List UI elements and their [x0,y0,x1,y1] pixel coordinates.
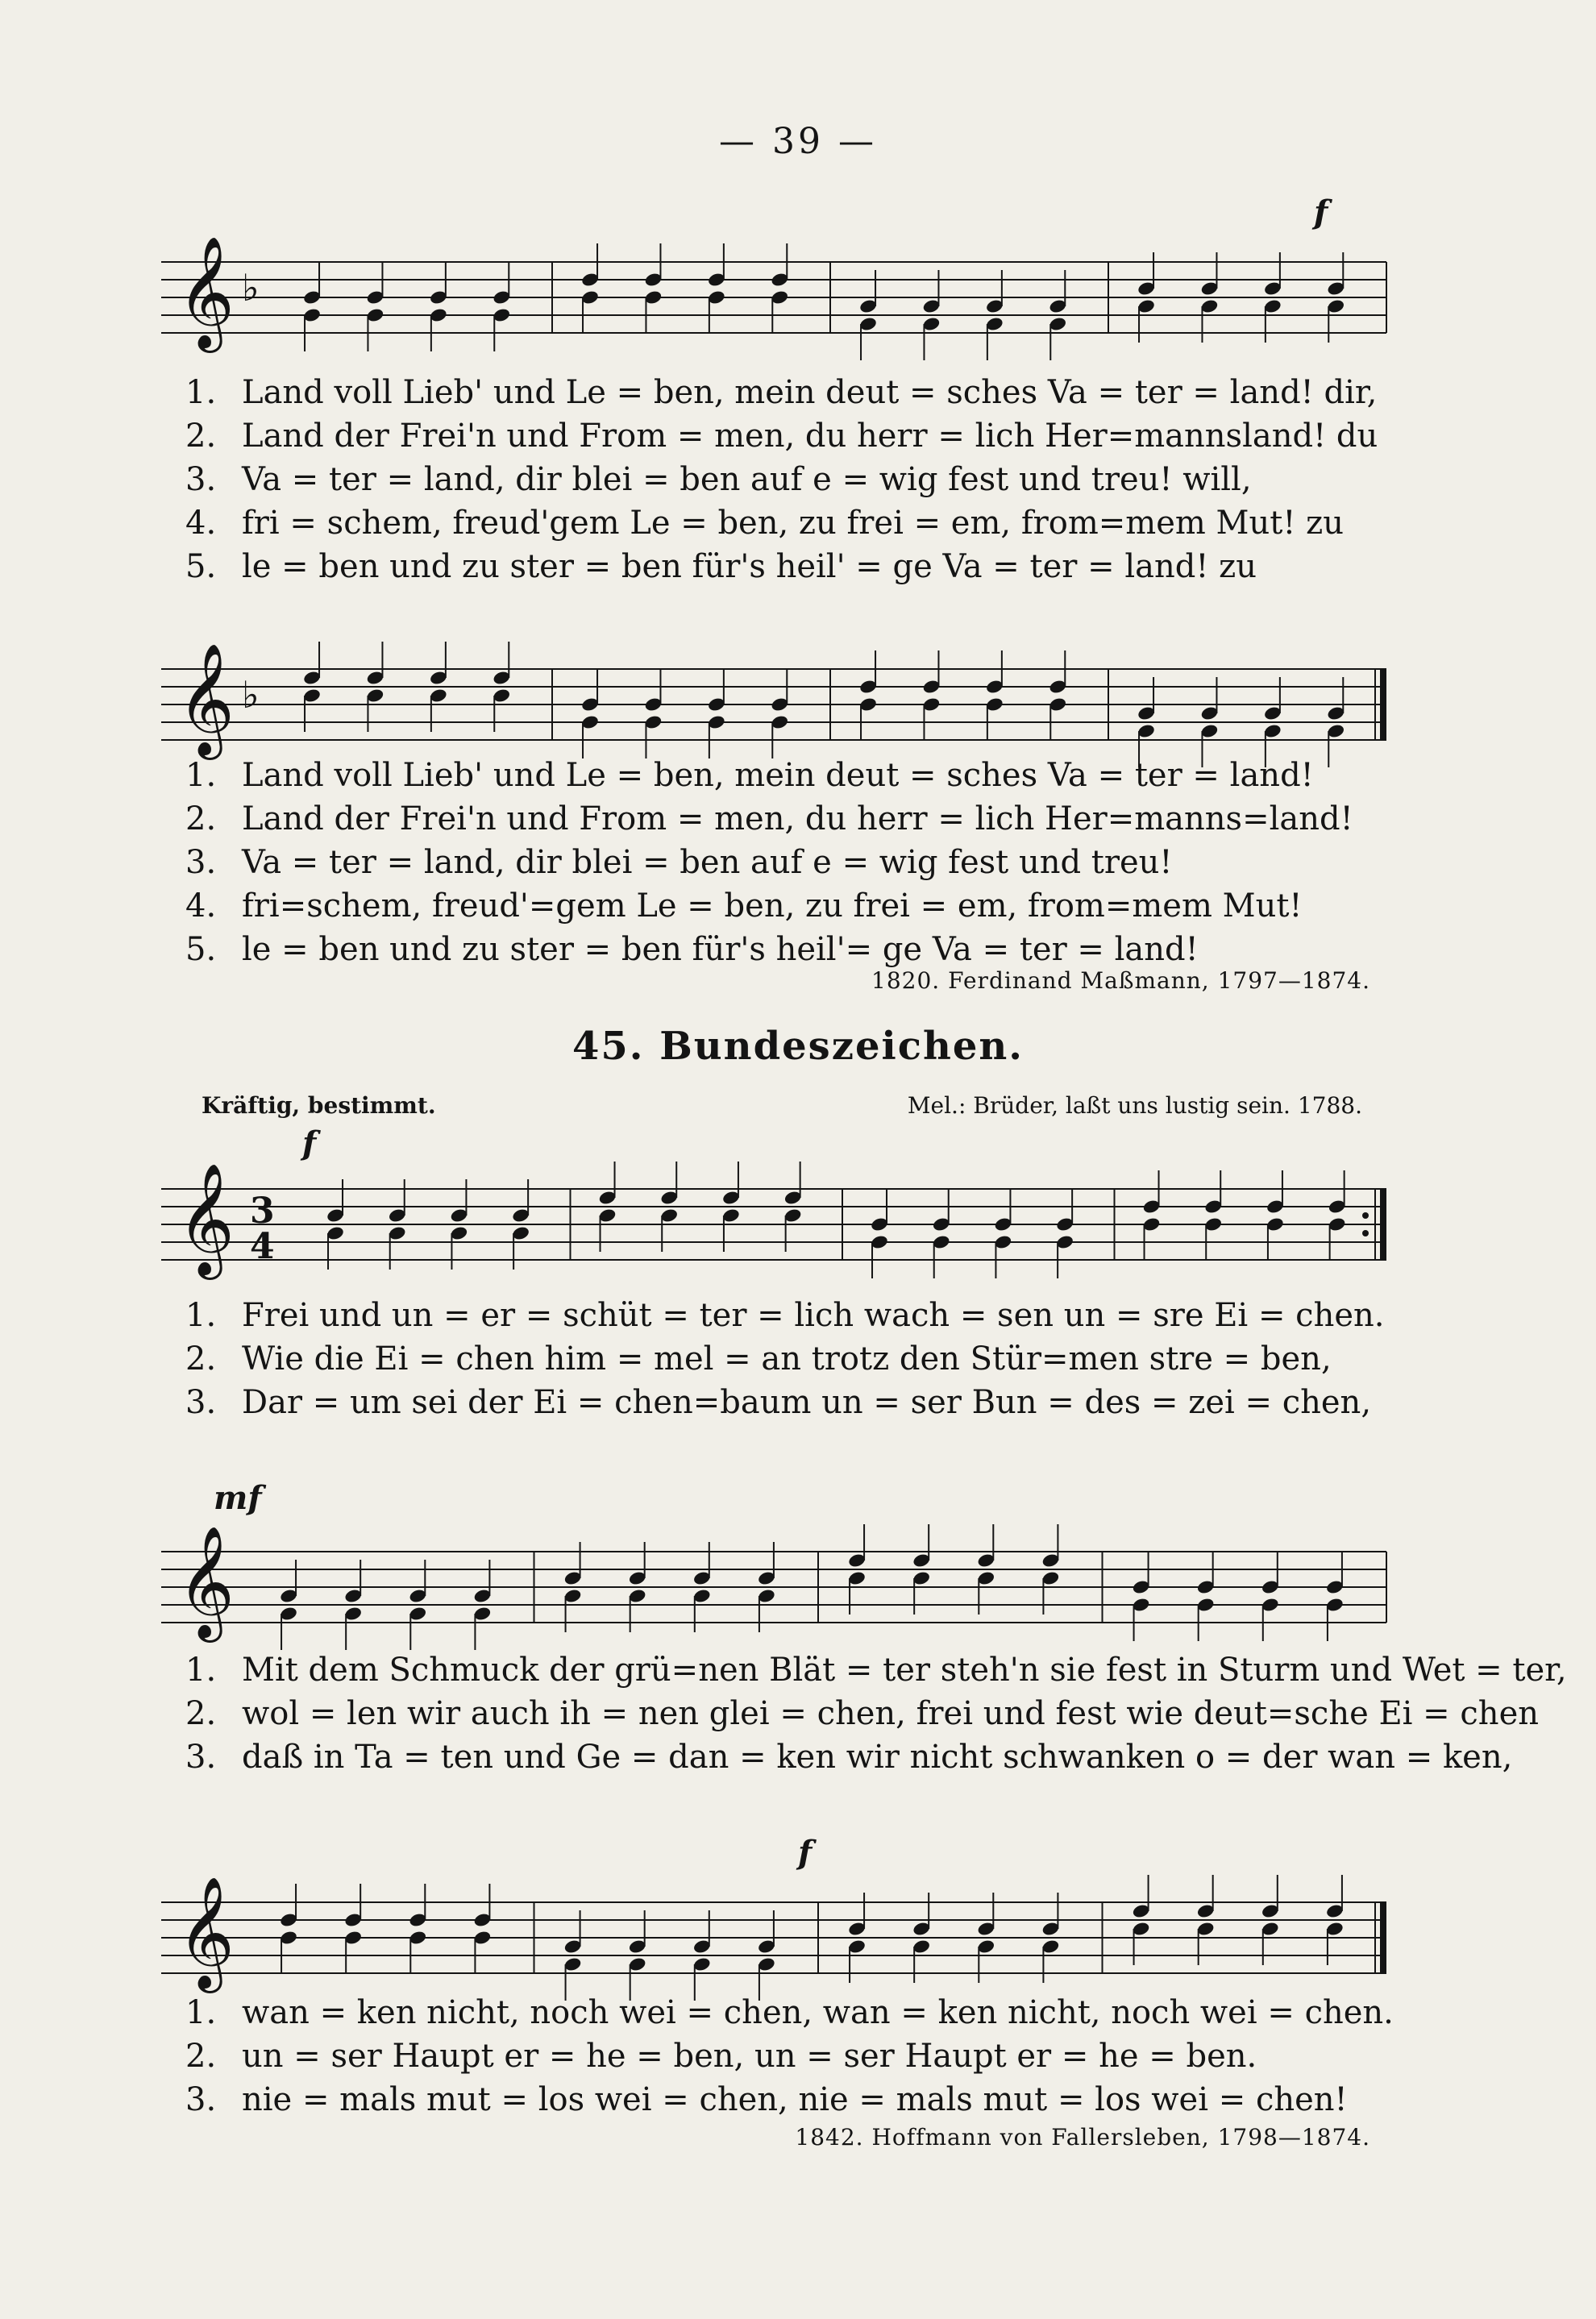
song44-staff-1 [153,206,1403,379]
lyric-line [185,1381,1394,1424]
treble-clef-icon: 𝄞 [177,643,235,755]
verse-text: Va = ter = land, dir blei = ben auf e = wig fest und treu! [242,844,1173,881]
lyric-line [185,501,1394,545]
verse-number: 3. [185,1739,217,1776]
verse-number: 3. [185,461,217,498]
lyric-line [185,1735,1513,1779]
page-number: — 39 — [719,121,877,162]
verse-text: daß in Ta = ten und Ge = dan = ken wir nicht schwanken o = der wan = ken, [242,1739,1513,1776]
lyric-line [185,884,1394,928]
verse-text: un = ser Haupt er = he = ben, un = ser Haupt er = he = ben. [242,2038,1257,2075]
verse-number: 1. [185,374,217,411]
mezzo-forte-marking: mf [214,1479,262,1517]
time-signature-top: 3 [250,1191,275,1232]
verse-number: 2. [185,1340,217,1378]
verse-number: 1. [185,1297,217,1334]
treble-clef-icon: 𝄞 [177,1526,235,1638]
forte-marking: f [798,1834,813,1872]
treble-clef-icon: 𝄞 [177,1163,235,1275]
verse-number: 2. [185,2038,217,2075]
verse-number: 1. [185,757,217,794]
verse-text: Land der Frei'n und From = men, du herr = lich Her=manns=land! [242,800,1353,837]
melody-reference: Mel.: Brüder, laßt uns lustig sein. 1788. [907,1092,1362,1119]
forte-marking: f [1314,193,1328,231]
verse-number: 5. [185,548,217,585]
lyric-line [185,2034,1394,2078]
song45-staff-1 [153,1132,1403,1306]
verse-text: nie = mals mut = los wei = chen, nie = mals mut = los wei = chen! [242,2081,1348,2118]
lyric-line [185,2078,1394,2122]
lyric-line [185,797,1394,841]
verse-text: Mit dem Schmuck der grü=nen Blät = ter steh'n sie fest in Sturm und Wet = ter, [242,1652,1567,1689]
verse-text: Dar = um sei der Ei = chen=baum un = ser Bun = des = zei = chen, [242,1384,1372,1421]
lyric-line [185,928,1394,971]
lyric-line [185,754,1394,797]
song45-credit: 1842. Hoffmann von Fallersleben, 1798—1874. [795,2124,1370,2151]
song44-lyrics-2 [185,754,1394,971]
lyric-line [185,1692,1540,1735]
verse-number: 4. [185,505,217,542]
verse-text: Va = ter = land, dir blei = ben auf e = wig fest und treu! will, [242,461,1252,498]
verse-number: 2. [185,800,217,837]
lyric-line [185,371,1394,414]
lyric-line [185,1294,1394,1337]
time-signature-bottom: 4 [250,1226,275,1267]
verse-number: 3. [185,2081,217,2118]
lyric-line [185,545,1394,588]
verse-number: 3. [185,844,217,881]
verse-text: le = ben und zu ster = ben für's heil'= ge Va = ter = land! [242,931,1199,968]
verse-text: Wie die Ei = chen him = mel = an trotz den Stür=men stre = ben, [242,1340,1332,1378]
music-staff-svg [153,1132,1403,1306]
verse-number: 1. [185,1652,217,1689]
song45-staff-2 [153,1495,1403,1669]
verse-text: Land der Frei'n und From = men, du herr = lich Her=mannsland! du [242,418,1378,455]
verse-number: 5. [185,931,217,968]
verse-text: Land voll Lieb' und Le = ben, mein deut = sches Va = ter = land! dir, [242,374,1378,411]
verse-text: Land voll Lieb' und Le = ben, mein deut = sches Va = ter = land! [242,757,1314,794]
verse-text: fri=schem, freud'=gem Le = ben, zu frei = em, from=mem Mut! [242,887,1303,925]
forte-marking: f [302,1124,317,1162]
verse-number: 3. [185,1384,217,1421]
tempo-marking: Kräftig, bestimmt. [202,1092,436,1119]
treble-clef-icon: 𝄞 [177,1876,235,1989]
flat-sign-icon: ♭ [242,673,260,717]
lyric-line [185,1648,1567,1692]
music-staff-svg [153,206,1403,379]
flat-sign-icon: ♭ [242,266,260,310]
song45-lyrics-3 [185,1991,1394,2122]
verse-number: 2. [185,1695,217,1732]
treble-clef-icon: 𝄞 [177,236,235,348]
song-title: 45. Bundeszeichen. [571,1024,1024,1069]
music-staff-svg [153,1495,1403,1669]
verse-text: fri = schem, freud'gem Le = ben, zu frei = em, from=mem Mut! zu [242,505,1344,542]
lyric-line [185,1991,1394,2034]
verse-text: Frei und un = er = schüt = ter = lich wach = sen un = sre Ei = chen. [242,1297,1385,1334]
verse-text: le = ben und zu ster = ben für's heil' = ge Va = ter = land! zu [242,548,1257,585]
verse-number: 4. [185,887,217,925]
song45-lyrics-2 [185,1648,1567,1779]
lyric-line [185,414,1394,458]
lyric-line [185,458,1394,501]
verse-text: wol = len wir auch ih = nen glei = chen, frei und fest wie deut=sche Ei = chen [242,1695,1540,1732]
song44-lyrics-1 [185,371,1394,588]
verse-number: 2. [185,418,217,455]
lyric-line [185,841,1394,884]
verse-number: 1. [185,1994,217,2031]
verse-text: wan = ken nicht, noch wei = chen, wan = ken nicht, noch wei = chen. [242,1994,1394,2031]
song45-lyrics-1 [185,1294,1394,1424]
lyric-line [185,1337,1394,1381]
song44-credit: 1820. Ferdinand Maßmann, 1797—1874. [871,967,1370,994]
